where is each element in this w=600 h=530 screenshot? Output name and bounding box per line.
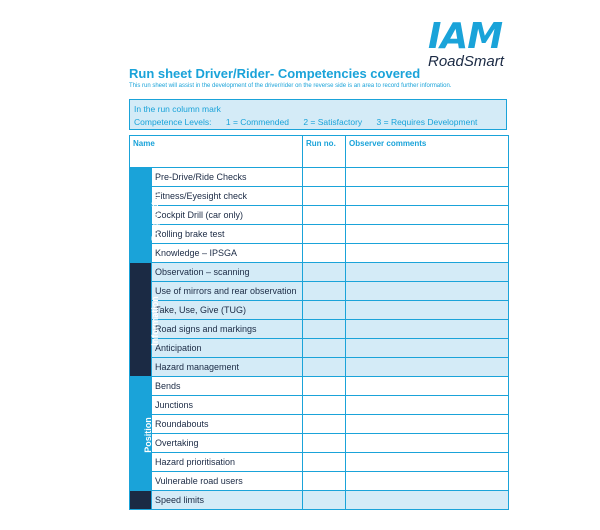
run-no-cell[interactable] <box>303 377 346 396</box>
table-row <box>130 301 509 320</box>
table-row <box>130 244 509 263</box>
observer-comment-cell[interactable] <box>346 282 509 301</box>
competency-item: Anticipation <box>152 339 303 358</box>
observer-comment-cell[interactable] <box>346 244 509 263</box>
run-no-cell[interactable] <box>303 263 346 282</box>
run-no-cell[interactable] <box>303 187 346 206</box>
table-row <box>130 320 509 339</box>
competency-item: Junctions <box>152 396 303 415</box>
header-name: Name <box>130 136 303 168</box>
run-no-cell[interactable] <box>303 168 346 187</box>
run-no-cell[interactable] <box>303 206 346 225</box>
competency-item: Hazard prioritisation <box>152 453 303 472</box>
observer-comment-cell[interactable] <box>346 225 509 244</box>
run-no-cell[interactable] <box>303 491 346 510</box>
competence-info-box <box>129 99 507 130</box>
observer-comment-cell[interactable] <box>346 263 509 282</box>
run-no-cell[interactable] <box>303 453 346 472</box>
competency-item: Overtaking <box>152 434 303 453</box>
observer-comment-cell[interactable] <box>346 320 509 339</box>
page-title: Run sheet Driver/Rider- Competencies covered <box>129 66 421 81</box>
competency-item: Speed limits <box>152 491 303 510</box>
table-body <box>130 168 509 510</box>
competency-item: Bends <box>152 377 303 396</box>
observer-comment-cell[interactable] <box>346 453 509 472</box>
header-run-no: Run no. <box>303 136 346 168</box>
competency-item: Road signs and markings <box>152 320 303 339</box>
section-label-cell <box>130 491 152 510</box>
section-label-cell <box>130 377 152 491</box>
table-row <box>130 491 509 510</box>
run-sheet-table <box>129 135 509 510</box>
table-row <box>130 358 509 377</box>
table-row <box>130 225 509 244</box>
table-row <box>130 377 509 396</box>
competency-item: Fitness/Eyesight check <box>152 187 303 206</box>
run-no-cell[interactable] <box>303 320 346 339</box>
table-row <box>130 206 509 225</box>
table-row <box>130 434 509 453</box>
section-label: Position <box>142 416 153 453</box>
competency-item: Roundabouts <box>152 415 303 434</box>
competency-item: Observation – scanning <box>152 263 303 282</box>
run-no-cell[interactable] <box>303 301 346 320</box>
run-no-cell[interactable] <box>303 358 346 377</box>
table-row <box>130 168 509 187</box>
run-no-cell[interactable] <box>303 225 346 244</box>
table-row <box>130 187 509 206</box>
logo-iam-text: IAM <box>428 16 503 57</box>
page-subtitle: This run sheet will assist in the development of the driver/rider on the reverse side is an area to record further information. <box>129 83 452 89</box>
table-header-row <box>130 136 509 168</box>
level-3: 3 = Requires Development <box>376 117 478 127</box>
competence-levels <box>134 117 502 127</box>
run-no-cell[interactable] <box>303 339 346 358</box>
competency-item: Pre-Drive/Ride Checks <box>152 168 303 187</box>
competency-item: Cockpit Drill (car only) <box>152 206 303 225</box>
table-row <box>130 472 509 491</box>
run-no-cell[interactable] <box>303 244 346 263</box>
observer-comment-cell[interactable] <box>346 168 509 187</box>
observer-comment-cell[interactable] <box>346 472 509 491</box>
observer-comment-cell[interactable] <box>346 206 509 225</box>
section-label-cell <box>130 263 160 377</box>
competency-item: Rolling brake test <box>152 225 303 244</box>
run-no-cell[interactable] <box>303 472 346 491</box>
logo-roadsmart-text: RoadSmart <box>428 53 504 70</box>
competency-item: Hazard management <box>152 358 303 377</box>
competency-item: Use of mirrors and rear observation <box>152 282 303 301</box>
section-label-cell <box>130 168 161 263</box>
table-row <box>130 263 509 282</box>
section-label: Preparation <box>150 190 161 242</box>
competency-item: Vulnerable road users <box>152 472 303 491</box>
iam-roadsmart-logo <box>428 16 508 70</box>
observer-comment-cell[interactable] <box>346 491 509 510</box>
competency-item: Knowledge – IPSGA <box>152 244 303 263</box>
level-2: 2 = Satisfactory <box>303 117 363 127</box>
table-row <box>130 282 509 301</box>
observer-comment-cell[interactable] <box>346 339 509 358</box>
table-row <box>130 339 509 358</box>
observer-comment-cell[interactable] <box>346 415 509 434</box>
competency-item: Take, Use, Give (TUG) <box>152 301 303 320</box>
observer-comment-cell[interactable] <box>346 301 509 320</box>
observer-comment-cell[interactable] <box>346 358 509 377</box>
section-label: Information <box>149 295 160 346</box>
header-observer-comments: Observer comments <box>346 136 509 168</box>
table-row <box>130 396 509 415</box>
observer-comment-cell[interactable] <box>346 187 509 206</box>
info-line: In the run column mark <box>134 104 221 114</box>
run-no-cell[interactable] <box>303 415 346 434</box>
observer-comment-cell[interactable] <box>346 377 509 396</box>
run-no-cell[interactable] <box>303 282 346 301</box>
observer-comment-cell[interactable] <box>346 396 509 415</box>
level-1: 1 = Commended <box>225 117 289 127</box>
table-row <box>130 453 509 472</box>
competence-label: Competence Levels: <box>134 117 212 127</box>
table-row <box>130 415 509 434</box>
run-no-cell[interactable] <box>303 396 346 415</box>
observer-comment-cell[interactable] <box>346 434 509 453</box>
run-no-cell[interactable] <box>303 434 346 453</box>
